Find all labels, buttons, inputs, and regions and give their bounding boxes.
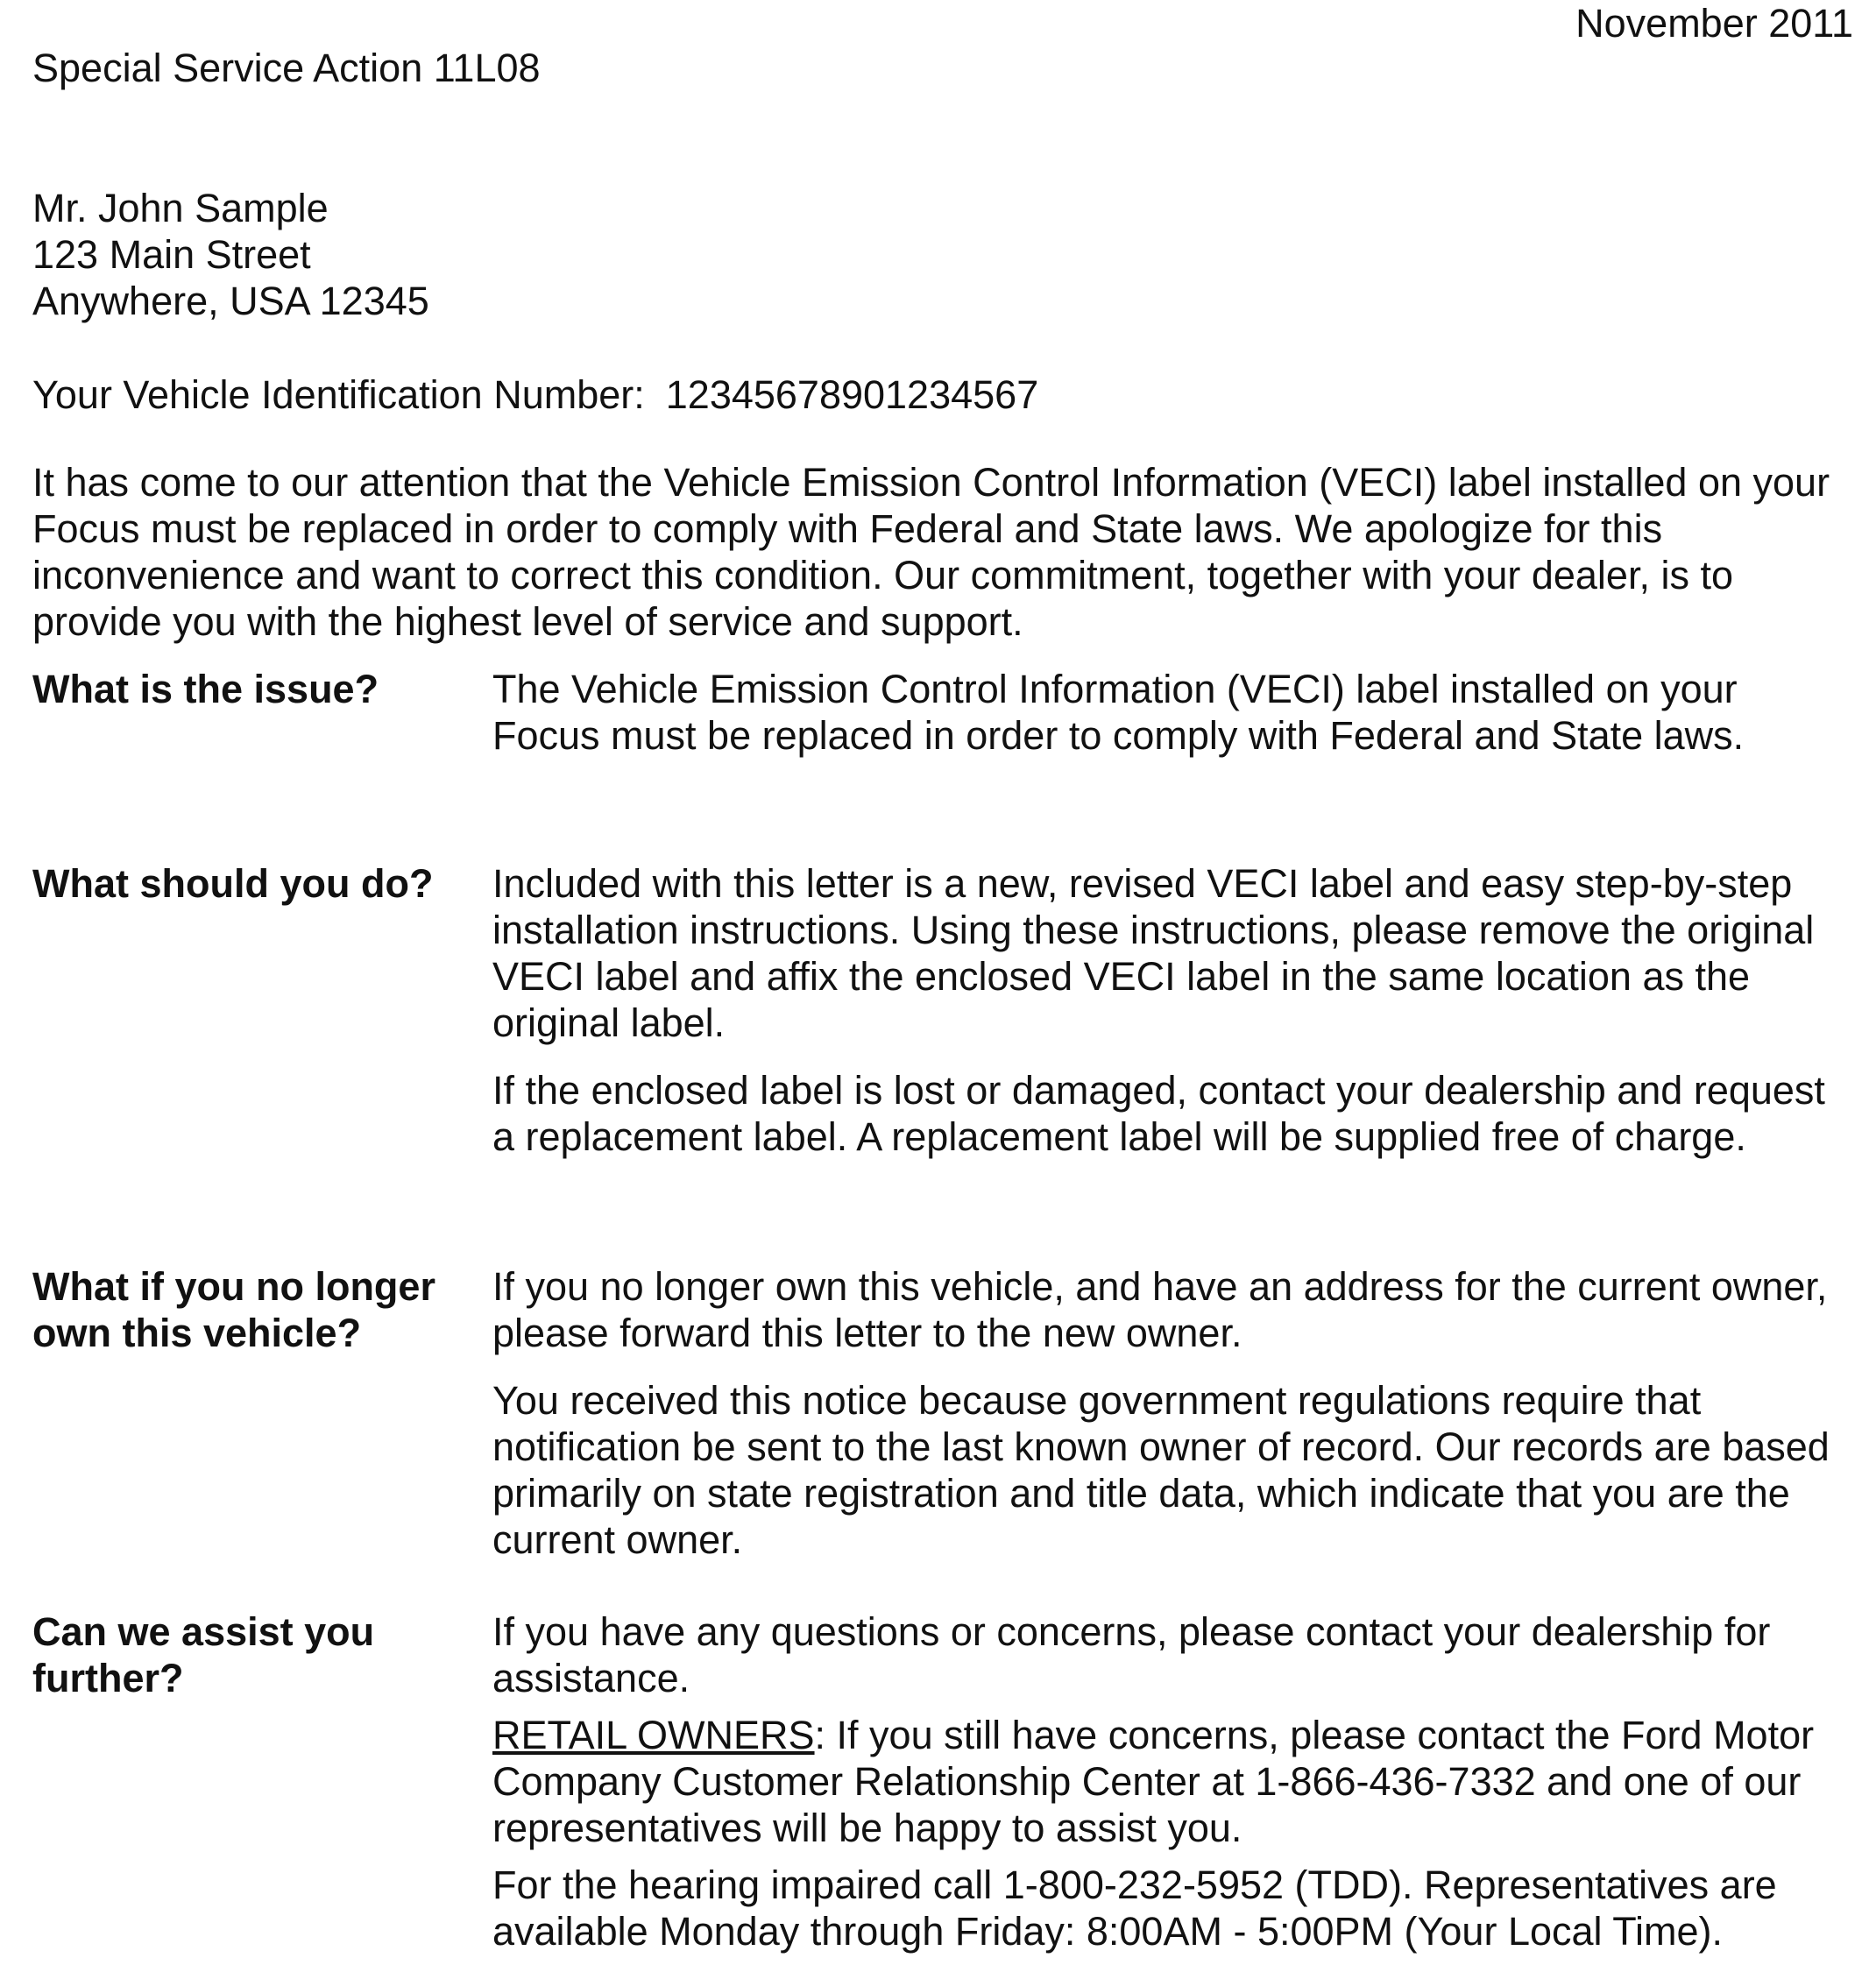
vin-number: 12345678901234567	[665, 372, 1039, 417]
answer-assist-p3: For the hearing impaired call 1-800-232-5952 (TDD). Representatives are available Monday through Friday: 8:00AM - 5:00PM (Your Local Time).	[492, 1863, 1777, 1954]
vin-line	[32, 371, 1038, 418]
question-no-longer-own: What if you no longer own this vehicle?	[32, 1264, 435, 1355]
retail-owners-text: : If you still have concerns, please contact the Ford Motor Company Customer Relationship Center at 1-866-436-7332 and one of our representatives will be happy to assist you.	[492, 1713, 1815, 1850]
answer-no-longer-p1: If you no longer own this vehicle, and have an address for the current owner, please forward this letter to the new owner.	[492, 1264, 1828, 1355]
recipient-name: Mr. John Sample	[32, 186, 329, 230]
answer-todo-p1: Included with this letter is a new, revised VECI label and easy step-by-step installation instructions. Using these instructions, please remove the original VECI label and affix the enclosed VECI label in the same location as the original label.	[492, 861, 1815, 1045]
answer-issue	[492, 666, 1851, 780]
intro-paragraph: It has come to our attention that the Vehicle Emission Control Information (VECI) label installed on your Focus must be replaced in order to comply with Federal and State laws. We apologize for this inconvenience and want to correct this condition. Our commitment, together with your dealer, is to provide you with the highest level of service and support.	[32, 460, 1830, 644]
question-todo: What should you do?	[32, 861, 434, 906]
recipient-address	[32, 185, 429, 324]
retail-owners-label: RETAIL OWNERS	[492, 1713, 815, 1757]
answer-assist-retail	[492, 1712, 1851, 1851]
question-assist: Can we assist you further?	[32, 1609, 375, 1700]
answer-assist-p1: If you have any questions or concerns, please contact your dealership for assistance.	[492, 1609, 1771, 1700]
answer-no-longer-p2: You received this notice because government regulations require that notification be sent to the last known owner of record. Our records are based primarily on state registration and title data, which indicate that you are the current owner.	[492, 1378, 1830, 1562]
recipient-street: 123 Main Street	[32, 232, 311, 277]
service-action-title: Special Service Action 11L08	[32, 46, 541, 90]
question-issue: What is the issue?	[32, 667, 379, 711]
answer-todo-p2: If the enclosed label is lost or damaged, contact your dealership and request a replacement label. A replacement label will be supplied free of charge.	[492, 1068, 1825, 1159]
answer-no-longer-own	[492, 1263, 1851, 1584]
vin-label: Your Vehicle Identification Number:	[32, 372, 645, 417]
recipient-city: Anywhere, USA 12345	[32, 279, 429, 323]
answer-issue-text: The Vehicle Emission Control Information (VECI) label installed on your Focus must be replaced in order to comply with Federal and State laws.	[492, 667, 1745, 758]
answer-assist	[492, 1608, 1851, 1965]
letter-date: November 2011	[1575, 1, 1853, 46]
answer-todo	[492, 860, 1851, 1181]
